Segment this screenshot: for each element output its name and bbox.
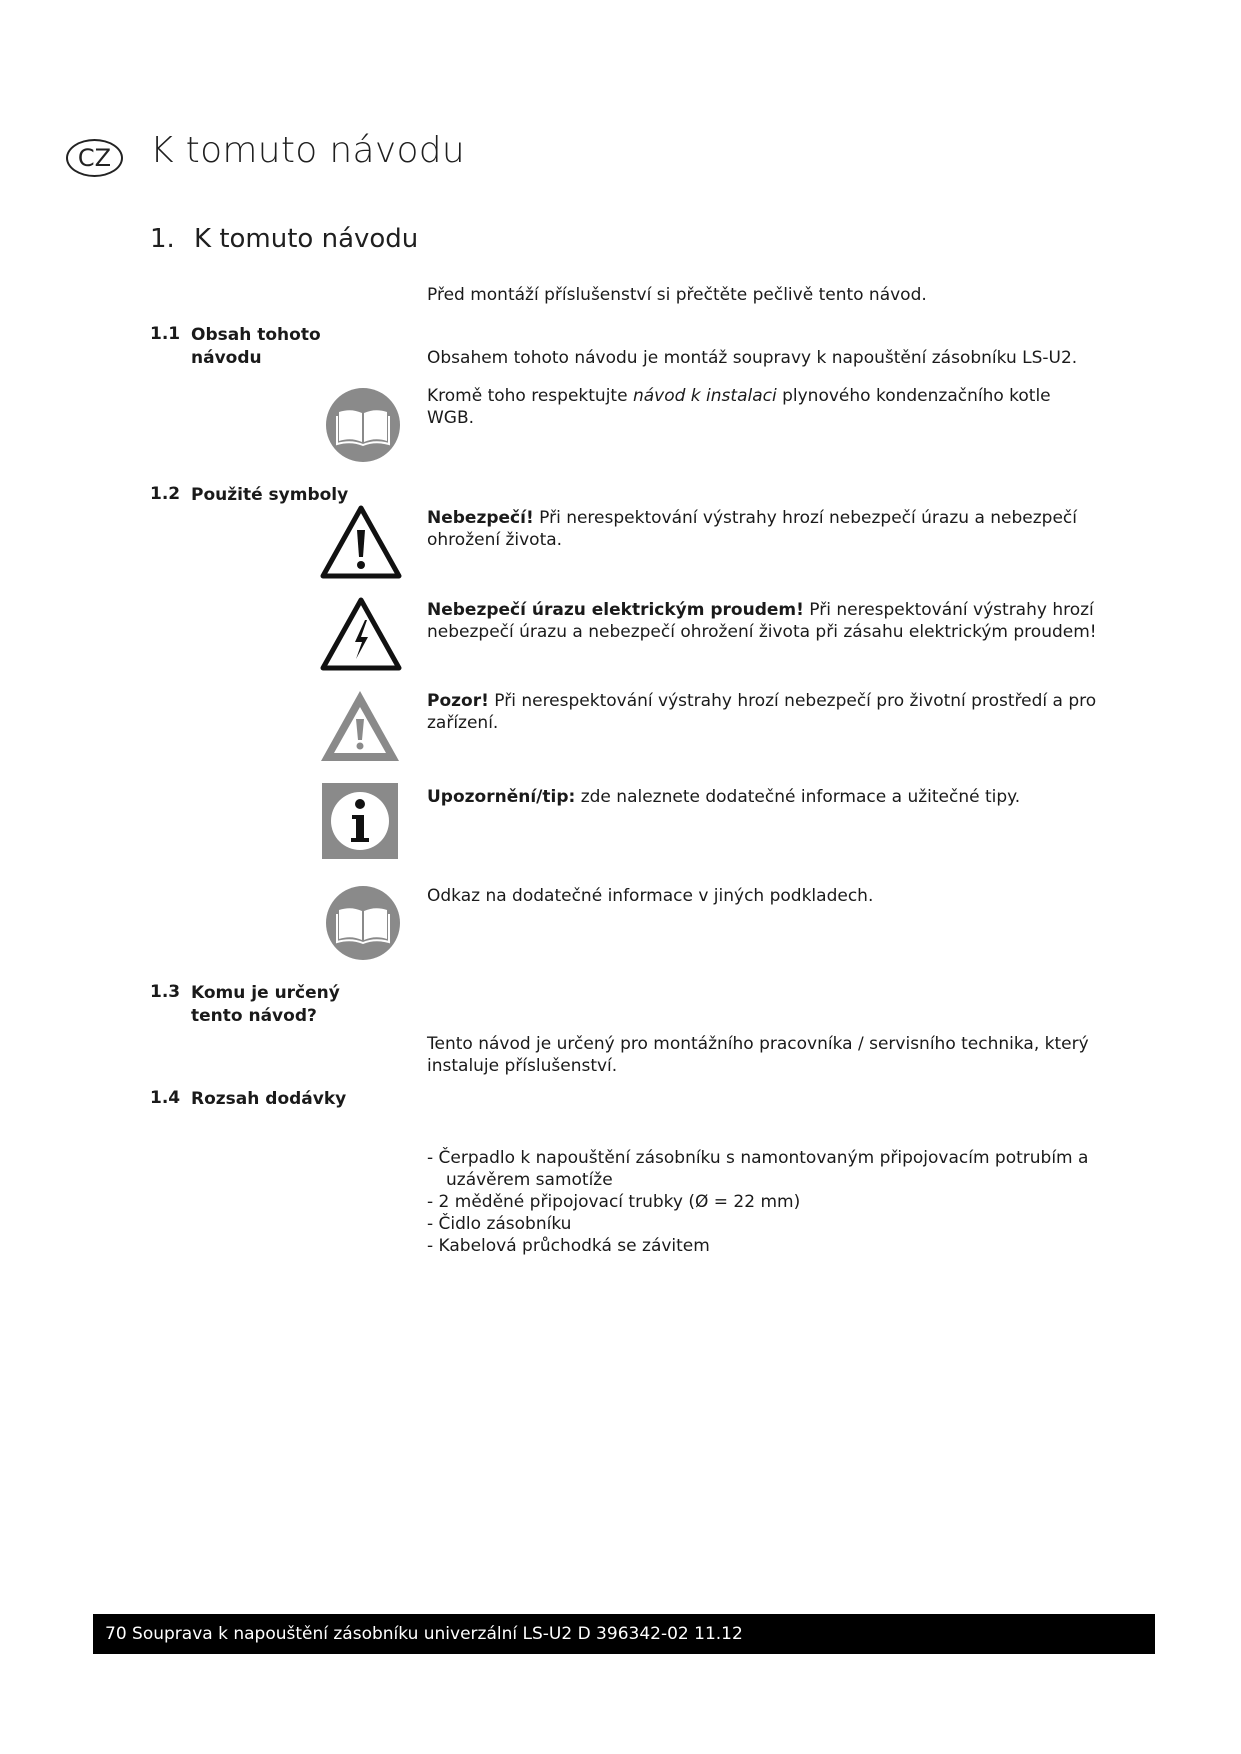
symbol-description: Při nerespektování výstrahy hrozí nebezpečí úrazu a nebezpečí ohrožení života. — [427, 508, 1077, 550]
page-footer: 70 Souprava k napouštění zásobníku univerzální LS-U2 D 396342-02 11.12 — [93, 1614, 1155, 1654]
note-text-start: Kromě toho respektujte — [427, 386, 633, 406]
book-icon — [325, 387, 401, 463]
list-item: - 2 měděné připojovací trubky (Ø = 22 mm) — [427, 1192, 801, 1212]
section-number: 1.2 — [150, 484, 181, 504]
symbol-description: Při nerespektování výstrahy hrozí nebezpečí úrazu a nebezpečí ohrožení života při zásahu elektrickým proudem! — [427, 600, 1097, 642]
section-title: Rozsah dodávky — [191, 1089, 347, 1109]
symbol-label: Nebezpečí úrazu elektrickým proudem! — [427, 600, 804, 620]
section-title: Komu je určený tento návod? — [191, 983, 340, 1026]
symbol-info-text — [427, 786, 1097, 808]
section-number: 1.3 — [150, 982, 181, 1002]
book-icon — [325, 885, 401, 961]
list-item: - Čerpadlo k napouštění zásobníku s namontovaným připojovacím potrubím a uzávěrem samotíže — [427, 1148, 1089, 1190]
note-emphasis: návod k instalaci — [632, 386, 777, 406]
list-item: - Kabelová průchodká se závitem — [427, 1236, 710, 1256]
symbol-caution-text — [427, 690, 1097, 734]
chapter-title: K tomuto návodu — [194, 224, 419, 254]
symbol-label: Upozornění/tip: — [427, 787, 576, 807]
scope-list — [427, 1147, 1097, 1257]
symbol-reference-text — [427, 885, 1097, 907]
section-1-3-text: Tento návod je určený pro montážního pracovníka / servisního technika, který instaluje příslušenství. — [427, 1034, 1089, 1076]
symbol-label: Pozor! — [427, 691, 489, 711]
section-title: Obsah tohoto návodu — [191, 325, 321, 368]
symbol-electric-text — [427, 599, 1097, 643]
list-item: - Čidlo zásobníku — [427, 1214, 572, 1234]
section-1-1-note — [427, 385, 1097, 429]
symbol-description: zde naleznete dodatečné informace a užitečné tipy. — [575, 787, 1021, 807]
symbol-description: Při nerespektování výstrahy hrozí nebezpečí pro životní prostředí a pro zařízení. — [427, 691, 1097, 733]
section-number: 1.4 — [150, 1088, 181, 1108]
chapter-number: 1. — [150, 224, 175, 254]
language-badge: CZ — [66, 139, 123, 177]
section-number: 1.1 — [150, 324, 181, 344]
page-title: K tomuto návodu — [150, 130, 466, 171]
section-title: Použité symboly — [191, 485, 349, 505]
electric-danger-icon — [320, 597, 402, 671]
symbol-danger-text — [427, 507, 1097, 551]
caution-icon — [318, 688, 402, 764]
chapter-heading — [150, 224, 418, 254]
info-icon — [322, 783, 398, 859]
note-text-end: plynového kondenzačního kotle WGB. — [427, 386, 1051, 428]
intro-text: Před montáží příslušenství si přečtěte pečlivě tento návod. — [427, 285, 927, 305]
symbol-description: Odkaz na dodatečné informace v jiných podkladech. — [427, 886, 874, 906]
symbol-label: Nebezpečí! — [427, 508, 534, 528]
danger-icon — [320, 505, 402, 579]
section-1-1-text: Obsahem tohoto návodu je montáž soupravy k napouštění zásobníku LS-U2. — [427, 348, 1078, 368]
